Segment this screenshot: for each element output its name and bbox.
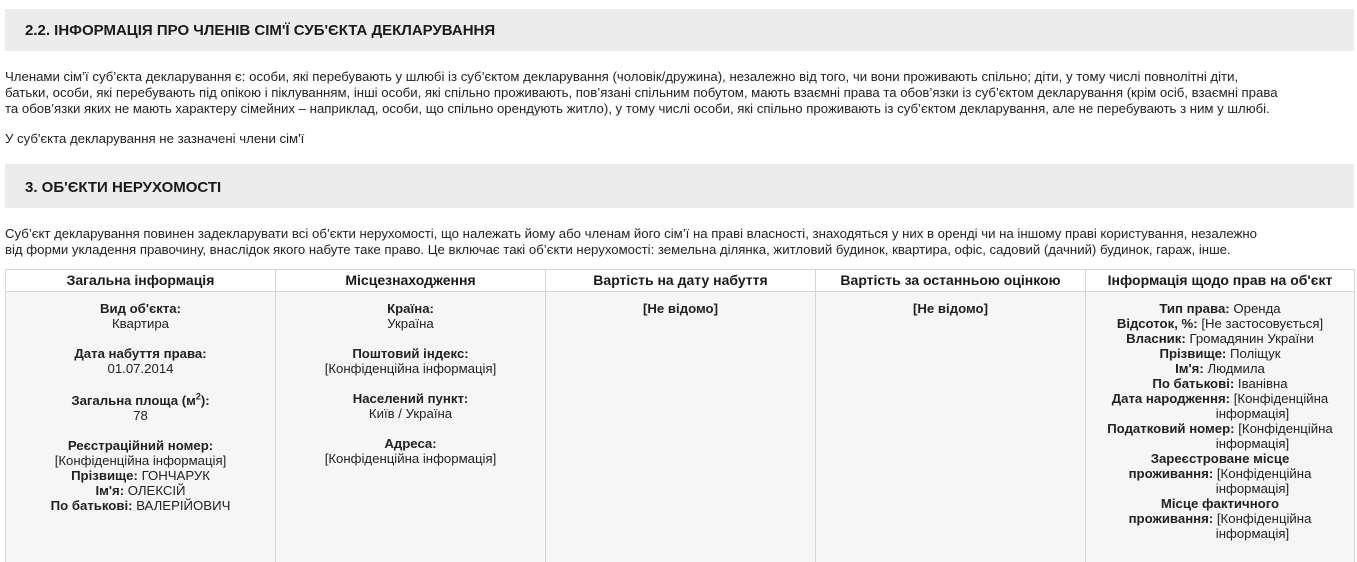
- cell-cost-acquisition: [546, 292, 815, 316]
- realty-description-line: Суб’єкт декларування повинен задекларувати всі об’єкти нерухомості, що належать йому або членам його сім’ї на праві власності, знаходяться у них в оренді чи на іншому праві користування, незалежно: [5, 226, 1257, 241]
- country-value: Україна: [387, 316, 434, 331]
- right-registered-place-label: Зареєстроване місце: [1150, 451, 1290, 466]
- column-cost-last: [816, 270, 1086, 562]
- right-percent: Відсоток, %: [Не застосовується]: [1116, 316, 1324, 331]
- object-type-value: Квартира: [112, 316, 169, 331]
- total-area-label: Загальна площа $(м^2)$:: [71, 391, 210, 408]
- right-surname: Прізвище: Поліщук: [1159, 346, 1281, 361]
- right-type: Тип права: Оренда: [1159, 301, 1281, 316]
- right-actual-place-cont: інформація]: [1215, 526, 1290, 541]
- cell-location: [276, 292, 545, 466]
- total-area-value: 78: [133, 408, 148, 423]
- family-description-line: батьки, особи, які перебувають під опікою і піклуванням, інші особи, які спільно проживають, пов’язані спільним побутом, мають взаємні права та обов’язки із суб’єктом декларування (крім осіб, взаємні права: [5, 85, 1278, 100]
- column-general-info: [6, 270, 276, 562]
- header-cost-last: Вартість за останньою оцінкою: [816, 270, 1085, 292]
- city-value: Київ / Україна: [368, 406, 453, 421]
- realty-description: [5, 226, 1355, 258]
- right-birth-date-cont: інформація]: [1215, 406, 1290, 421]
- family-description-line: Членами сім’ї суб’єкта декларування є: особи, які перебувають у шлюбі із суб’єктом декларування (чоловік/дружина), незалежно від того, чи вони проживають спільно; діти, у тому числі повнолітні діти,: [5, 69, 1239, 84]
- cell-cost-last: [816, 292, 1085, 316]
- column-cost-acquisition: [546, 270, 816, 562]
- no-family-members-text: У суб'єкта декларування не зазначені члени сім'ї: [5, 131, 305, 146]
- cost-acquisition-value: [Не відомо]: [643, 301, 718, 316]
- realty-description-line: від форми укладення правочину, внаслідок якого набуте таке право. Це включає такі об’єкти нерухомості: земельна ділянка, житловий будинок, квартира, офіс, садовий (дачний) будинок, гараж, інше.: [5, 242, 1231, 257]
- right-actual-place-label: Місце фактичного: [1160, 496, 1280, 511]
- cost-last-value: [Не відомо]: [913, 301, 988, 316]
- acquisition-date-label: Дата набуття права:: [74, 346, 207, 361]
- right-registered-place-cont: інформація]: [1215, 481, 1290, 496]
- section-header-realty: [5, 164, 1354, 208]
- realty-table: [5, 269, 1355, 562]
- object-type-label: Вид об'єкта:: [99, 301, 182, 316]
- owner-surname: Прізвище: ГОНЧАРУК: [71, 468, 210, 483]
- registration-number-value: [Конфіденційна інформація]: [54, 453, 227, 468]
- column-location: [276, 270, 546, 562]
- cell-rights: [1086, 292, 1354, 541]
- section-title-family: 2.2. ІНФОРМАЦІЯ ПРО ЧЛЕНІВ СІМ'Ї СУБ'ЄКТА ДЕКЛАРУВАННЯ: [25, 22, 496, 39]
- family-description-line: та обов’язки яких не мають характеру сімейних – наприклад, особи, що спільно орендують житло), у тому числі особи, які спільно проживають із суб’єктом декларування, але не перебувають з ним у шлюбі.: [5, 101, 1270, 116]
- registration-number-label: Реєстраційний номер:: [67, 438, 214, 453]
- address-value: [Конфіденційна інформація]: [324, 451, 497, 466]
- owner-patronymic: По батькові: ВАЛЕРІЙОВИЧ: [50, 498, 231, 513]
- owner-name: Ім'я: ОЛЕКСІЙ: [95, 483, 186, 498]
- right-tax-number: Податковий номер: [Конфіденційна: [1107, 421, 1333, 436]
- address-label: Адреса:: [384, 436, 437, 451]
- right-patronymic: По батькові: Іванівна: [1152, 376, 1288, 391]
- section-title-realty: 3. ОБ'ЄКТИ НЕРУХОМОСТІ: [25, 179, 222, 196]
- header-general-info: Загальна інформація: [6, 270, 275, 292]
- right-registered-place: проживання: [Конфіденційна: [1128, 466, 1312, 481]
- country-label: Країна:: [387, 301, 434, 316]
- city-label: Населений пункт:: [352, 391, 469, 406]
- postcode-label: Поштовий індекс:: [352, 346, 469, 361]
- right-owner: Власник: Громадянин України: [1126, 331, 1314, 346]
- cell-general-info: [6, 292, 275, 513]
- postcode-value: [Конфіденційна інформація]: [324, 361, 497, 376]
- header-location: Місцезнаходження: [276, 270, 545, 292]
- acquisition-date-value: 01.07.2014: [107, 361, 174, 376]
- header-cost-acquisition: Вартість на дату набуття: [546, 270, 815, 292]
- right-actual-place: проживання: [Конфіденційна: [1128, 511, 1312, 526]
- column-rights: [1086, 270, 1355, 562]
- family-description: [5, 69, 1355, 117]
- right-name: Ім'я: Людмила: [1175, 361, 1265, 376]
- header-rights: Інформація щодо прав на об'єкт: [1086, 270, 1354, 292]
- right-tax-number-cont: інформація]: [1215, 436, 1290, 451]
- right-birth-date: Дата народження: [Конфіденційна: [1111, 391, 1329, 406]
- section-header-family: [5, 9, 1354, 51]
